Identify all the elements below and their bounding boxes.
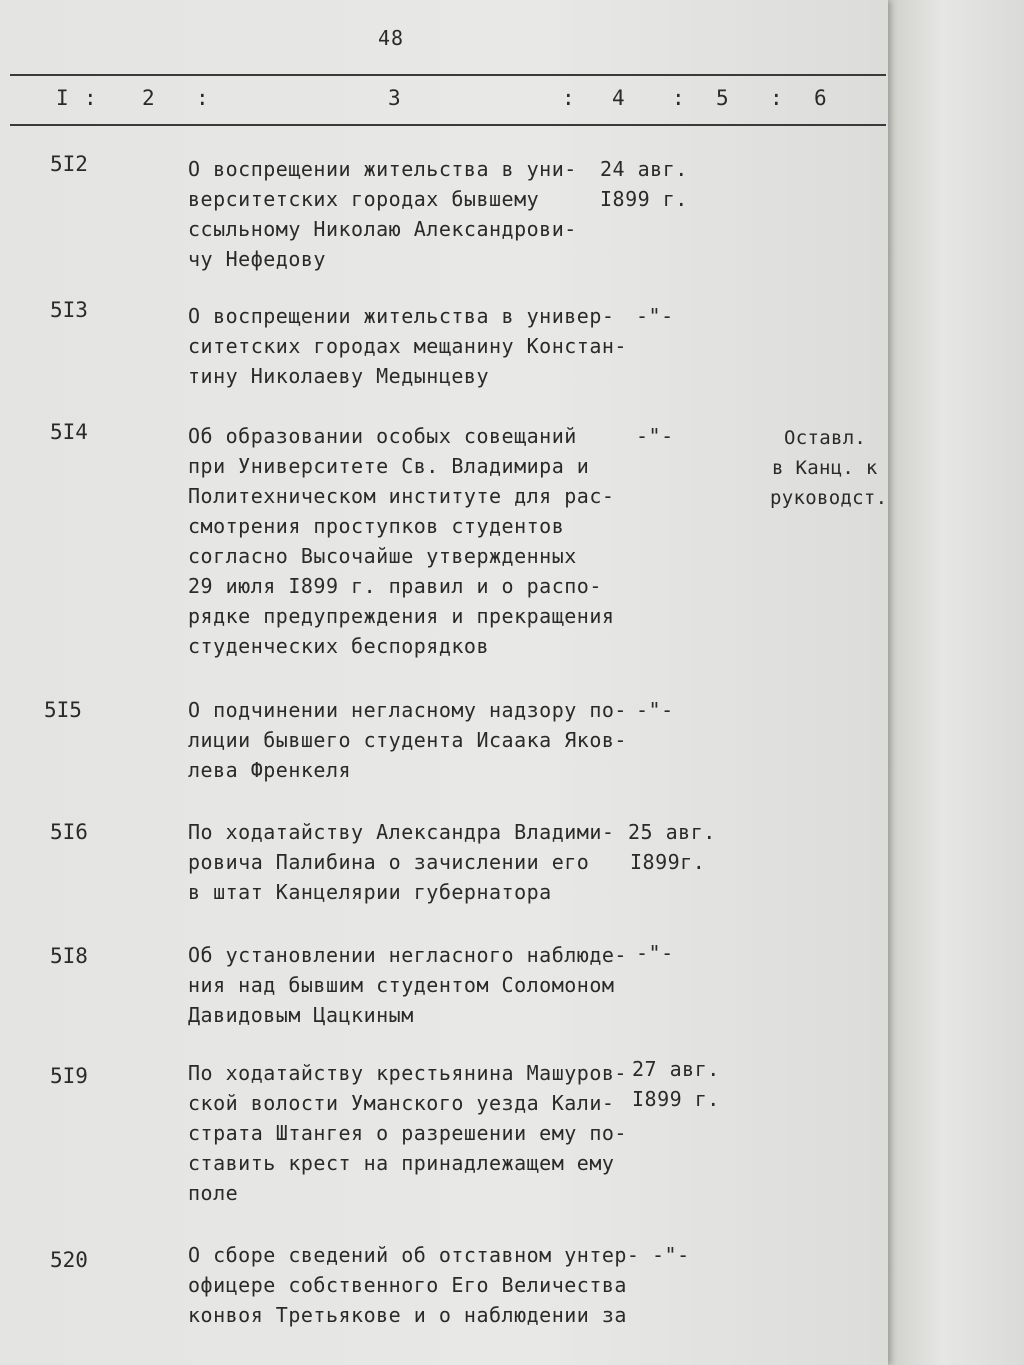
entry-title-line: офицере собственного Его Величества xyxy=(188,1273,627,1297)
entry-date-line: 27 авг. xyxy=(632,1057,720,1081)
entry-number: 5I9 xyxy=(50,1064,88,1088)
entry-date-line: 25 авг. xyxy=(628,820,716,844)
underlying-page-edge xyxy=(888,0,1024,1365)
column-header-5: 5 xyxy=(716,86,729,110)
entry-date xyxy=(636,695,776,725)
column-header-3: 3 xyxy=(388,86,401,110)
entry-date-line: I899 г. xyxy=(632,1087,720,1111)
entry-date-line: -"- xyxy=(636,424,674,448)
entry-number: 5I3 xyxy=(50,298,88,322)
entry-title xyxy=(188,1240,640,1330)
column-separator: : xyxy=(672,86,685,110)
entry-note-line: в Канц. к xyxy=(772,457,878,479)
entry-title-line: О воспрещении жительства в уни- xyxy=(188,157,577,181)
entry-date-line: -"- xyxy=(636,941,674,965)
entry-number: 5I8 xyxy=(50,944,88,968)
column-separator: : xyxy=(562,86,575,110)
entry-number: 5I5 xyxy=(44,698,82,722)
header-rule-bottom xyxy=(10,124,886,126)
entry-date xyxy=(652,1240,792,1270)
entry-date xyxy=(632,1054,772,1114)
entry-date xyxy=(636,938,776,968)
entry-title-line: студенческих беспорядков xyxy=(188,634,489,658)
entry-title-line: По ходатайству Александра Владими- xyxy=(188,820,615,844)
entry-title-line: ровича Палибина о зачислении его xyxy=(188,850,590,874)
entry-number: 5I2 xyxy=(50,152,88,176)
entry-title xyxy=(188,1058,628,1208)
entry-title-line: чу Нефедову xyxy=(188,247,326,271)
entry-title-line: ской волости Уманского уезда Кали- xyxy=(188,1091,615,1115)
column-separator: : xyxy=(770,86,783,110)
entry-title-line: верситетских городах бывшему xyxy=(188,187,540,211)
entry-title-line: смотрения проступков студентов xyxy=(188,514,565,538)
page-number: 48 xyxy=(378,26,405,50)
entry-title-line: лева Френкеля xyxy=(188,758,352,782)
entry-title xyxy=(188,695,628,785)
entry-title-line: О воспрещении жительства в универ- xyxy=(188,304,615,328)
entry-title xyxy=(188,940,628,1030)
entry-title-line: Давидовым Цацкиным xyxy=(188,1003,414,1027)
entry-title xyxy=(188,817,628,907)
header-rule-top xyxy=(10,74,886,76)
entry-title xyxy=(188,154,628,274)
entry-date xyxy=(600,154,740,214)
entry-title-line: О подчинении негласному надзору по- xyxy=(188,698,627,722)
entry-note-line: руководст. xyxy=(770,487,888,509)
column-separator: : xyxy=(196,86,209,110)
entry-title-line: ставить крест на принадлежащем ему xyxy=(188,1151,615,1175)
entry-date xyxy=(636,421,776,451)
entry-title xyxy=(188,421,628,661)
entry-title-line: Об образовании особых совещаний xyxy=(188,424,577,448)
column-separator: : xyxy=(84,86,97,110)
entry-title xyxy=(188,301,628,391)
entry-date xyxy=(628,817,768,877)
entry-title-line: ния над бывшим студентом Соломоном xyxy=(188,973,615,997)
entry-title-line: тину Николаеву Медынцеву xyxy=(188,364,489,388)
entry-note xyxy=(770,423,890,513)
entry-title-line: 29 июля I899 г. правил и о распо- xyxy=(188,574,602,598)
entry-title-line: О сборе сведений об отставном унтер- xyxy=(188,1243,640,1267)
entry-number: 520 xyxy=(50,1248,88,1272)
entry-title-line: Политехническом институте для рас- xyxy=(188,484,615,508)
entry-number: 5I6 xyxy=(50,820,88,844)
entry-date-line: I899г. xyxy=(630,850,706,874)
entry-title-line: поле xyxy=(188,1181,239,1205)
entry-date xyxy=(636,301,776,331)
column-header-1: I xyxy=(56,86,69,110)
entry-title-line: в штат Канцелярии губернатора xyxy=(188,880,552,904)
entry-title-line: Об установлении негласного наблюде- xyxy=(188,943,627,967)
entry-note-line: Оставл. xyxy=(784,427,867,449)
entry-date-line: I899 г. xyxy=(600,187,688,211)
entry-title-line: ситетских городах мещанину Констан- xyxy=(188,334,627,358)
column-header-2: 2 xyxy=(142,86,155,110)
column-header-4: 4 xyxy=(612,86,625,110)
entry-title-line: По ходатайству крестьянина Машуров- xyxy=(188,1061,627,1085)
entry-date-line: -"- xyxy=(636,304,674,328)
entry-title-line: при Университете Св. Владимира и xyxy=(188,454,590,478)
entry-title-line: рядке предупреждения и прекращения xyxy=(188,604,615,628)
entry-date-line: 24 авг. xyxy=(600,157,688,181)
entry-title-line: ссыльному Николаю Александрови- xyxy=(188,217,577,241)
column-header-6: 6 xyxy=(814,86,827,110)
entry-title-line: конвоя Третьякове и о наблюдении за xyxy=(188,1303,627,1327)
entry-date-line: -"- xyxy=(652,1243,690,1267)
entry-title-line: лиции бывшего студента Исаака Яков- xyxy=(188,728,627,752)
entry-title-line: согласно Высочайше утвержденных xyxy=(188,544,577,568)
entry-number: 5I4 xyxy=(50,420,88,444)
entry-title-line: страта Штангея о разрешении ему по- xyxy=(188,1121,627,1145)
entry-date-line: -"- xyxy=(636,698,674,722)
